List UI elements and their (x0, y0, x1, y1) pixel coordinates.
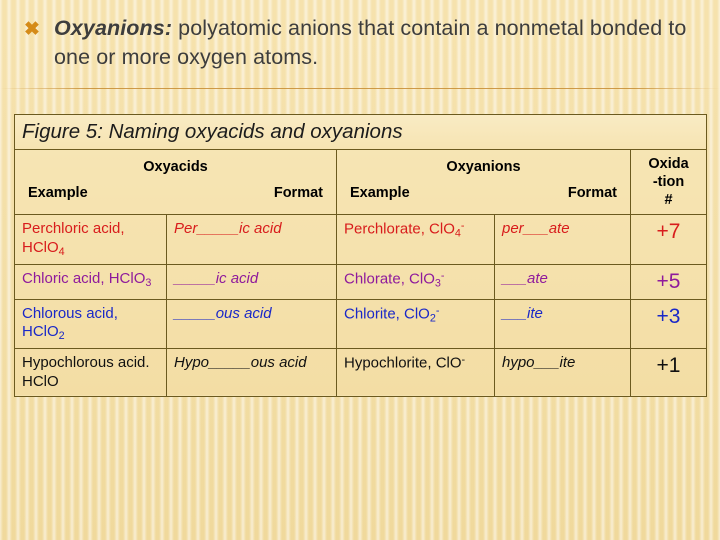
anion-format-cell: ___ate (495, 264, 631, 299)
oxyacids-example-label: Example (28, 185, 88, 201)
oxidation-number-cell: +1 (631, 349, 707, 397)
anion-format-cell: ___ite (495, 299, 631, 348)
oxidation-number-cell: +5 (631, 264, 707, 299)
oxyacids-header-group (15, 150, 337, 215)
oxyacids-group-label: Oxyacids (143, 159, 208, 175)
table-row (15, 349, 707, 397)
anion-example-cell: Chlorite, ClO$_2$- (337, 299, 495, 348)
bullet-x-icon: ✖ (24, 19, 40, 40)
figure-caption: Figure 5: Naming oxyacids and oxyanions (15, 115, 707, 150)
header-rest: polyatomic anions that contain a nonmetal bonded to one or more oxygen atoms. (54, 16, 687, 69)
oxidation-header-line3: # (664, 192, 673, 209)
header-lead: Oxyanions: (54, 16, 173, 40)
figure-container (14, 114, 706, 397)
oxyanions-format-label: Format (567, 185, 617, 201)
acid-example-cell: Perchloric acid, HClO$_4$ (15, 215, 167, 264)
oxidation-number-cell: +7 (631, 215, 707, 264)
header-divider (0, 88, 720, 89)
table-row (15, 264, 707, 299)
table-header-row (15, 150, 707, 215)
oxidation-number-header (631, 150, 707, 215)
oxidation-number-cell: +3 (631, 299, 707, 348)
acid-format-cell: Hypo_____ous acid (167, 349, 337, 397)
slide-header (0, 0, 720, 77)
table-row (15, 299, 707, 348)
oxyacids-format-label: Format (273, 185, 323, 201)
anion-format-cell: hypo___ite (495, 349, 631, 397)
acid-example-cell: Chlorous acid, HClO$_2$ (15, 299, 167, 348)
oxidation-header-line1: Oxida (648, 156, 689, 172)
table-row (15, 215, 707, 264)
naming-table (14, 114, 707, 397)
acid-format-cell: Per_____ic acid (167, 215, 337, 264)
table-caption-row (15, 115, 707, 150)
header-text (54, 14, 702, 71)
anion-example-cell: Chlorate, ClO$_3$- (337, 264, 495, 299)
oxidation-header-line2: -tion (652, 174, 685, 191)
acid-format-cell: _____ous acid (167, 299, 337, 348)
acid-example-cell: Hypochlorous acid. HClO (15, 349, 167, 397)
acid-example-cell: Chloric acid, HClO$_3$ (15, 264, 167, 299)
oxyanions-group-label: Oxyanions (446, 159, 521, 175)
oxyanions-example-label: Example (350, 185, 410, 201)
anion-example-cell: Perchlorate, ClO$_4$- (337, 215, 495, 264)
anion-format-cell: per___ate (495, 215, 631, 264)
anion-example-cell: Hypochlorite, ClO- (337, 349, 495, 397)
oxyanions-header-group (337, 150, 631, 215)
acid-format-cell: _____ic acid (167, 264, 337, 299)
